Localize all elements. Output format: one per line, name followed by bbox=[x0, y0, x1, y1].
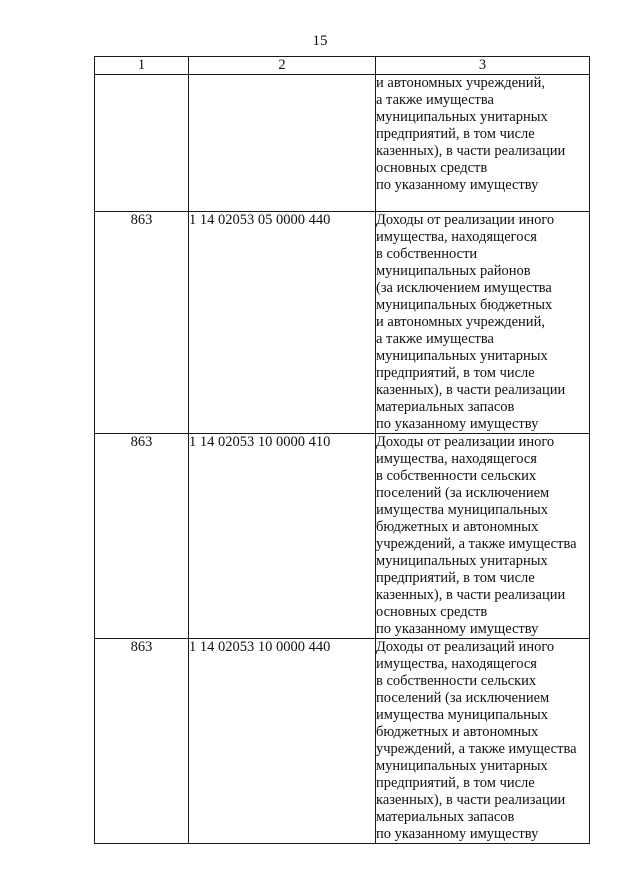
table-row bbox=[95, 639, 590, 844]
description-line: материальных запасов bbox=[376, 399, 515, 415]
description-line: Доходы от реализации иного bbox=[376, 434, 555, 450]
description-line: по указанному имуществу bbox=[376, 826, 539, 842]
description-line: материальных запасов bbox=[376, 809, 515, 825]
description-cell bbox=[376, 75, 590, 212]
description-line: по указанному имуществу bbox=[376, 621, 539, 637]
description-cell bbox=[376, 639, 590, 844]
description-line: имущества, находящегося bbox=[376, 229, 537, 245]
income-code-cell: 1 14 02053 05 0000 440 bbox=[189, 212, 376, 434]
description-line: имущества муниципальных bbox=[376, 707, 549, 723]
description-line: Доходы от реализации иного bbox=[376, 212, 555, 228]
description-line: поселений (за исключением bbox=[376, 485, 550, 501]
description-line: предприятий, в том числе bbox=[376, 775, 535, 791]
description-line: (за исключением имущества bbox=[376, 280, 552, 296]
description-line: муниципальных унитарных bbox=[376, 109, 548, 125]
description-line: муниципальных унитарных bbox=[376, 348, 548, 364]
description-line: казенных), в части реализации bbox=[376, 792, 566, 808]
column-header-1: 1 bbox=[95, 57, 189, 75]
description-line: предприятий, в том числе bbox=[376, 126, 535, 142]
description-line: казенных), в части реализации bbox=[376, 587, 566, 603]
description-line: имущества муниципальных bbox=[376, 502, 549, 518]
description-line: в собственности сельских bbox=[376, 468, 537, 484]
income-codes-table bbox=[94, 56, 590, 844]
description-line: предприятий, в том числе bbox=[376, 365, 535, 381]
income-code-cell: 1 14 02053 10 0000 410 bbox=[189, 434, 376, 639]
description-line: и автономных учреждений, bbox=[376, 314, 545, 330]
description-line: а также имущества bbox=[376, 331, 494, 347]
income-code-cell bbox=[189, 75, 376, 212]
table-row bbox=[95, 75, 590, 212]
income-code-cell: 1 14 02053 10 0000 440 bbox=[189, 639, 376, 844]
admin-code-cell bbox=[95, 75, 189, 212]
description-line: Доходы от реализаций иного bbox=[376, 639, 555, 655]
description-line: основных средств bbox=[376, 160, 488, 176]
description-line: бюджетных и автономных bbox=[376, 724, 539, 740]
column-header-2: 2 bbox=[189, 57, 376, 75]
description-line: по указанному имуществу bbox=[376, 416, 539, 432]
description-line: поселений (за исключением bbox=[376, 690, 550, 706]
description-line: имущества, находящегося bbox=[376, 656, 537, 672]
description-line: казенных), в части реализации bbox=[376, 143, 566, 159]
description-line: муниципальных унитарных bbox=[376, 758, 548, 774]
description-line: муниципальных бюджетных bbox=[376, 297, 553, 313]
description-cell bbox=[376, 212, 590, 434]
description-line: по указанному имуществу bbox=[376, 177, 539, 193]
description-cell bbox=[376, 434, 590, 639]
description-line: основных средств bbox=[376, 604, 488, 620]
table-header-row bbox=[95, 57, 590, 75]
column-header-3: 3 bbox=[376, 57, 590, 75]
description-line: в собственности сельских bbox=[376, 673, 537, 689]
table-row bbox=[95, 434, 590, 639]
description-line: в собственности bbox=[376, 246, 478, 262]
table-row bbox=[95, 212, 590, 434]
description-line: и автономных учреждений, bbox=[376, 75, 545, 91]
description-line: предприятий, в том числе bbox=[376, 570, 535, 586]
description-line: казенных), в части реализации bbox=[376, 382, 566, 398]
admin-code-cell: 863 bbox=[95, 434, 189, 639]
description-line: учреждений, а также имущества bbox=[376, 536, 577, 552]
page-number: 15 bbox=[312, 33, 328, 49]
admin-code-cell: 863 bbox=[95, 639, 189, 844]
description-line: имущества, находящегося bbox=[376, 451, 537, 467]
admin-code-cell: 863 bbox=[95, 212, 189, 434]
description-line: муниципальных районов bbox=[376, 263, 531, 279]
description-line: муниципальных унитарных bbox=[376, 553, 548, 569]
description-line: а также имущества bbox=[376, 92, 494, 108]
description-line: учреждений, а также имущества bbox=[376, 741, 577, 757]
description-line: бюджетных и автономных bbox=[376, 519, 539, 535]
